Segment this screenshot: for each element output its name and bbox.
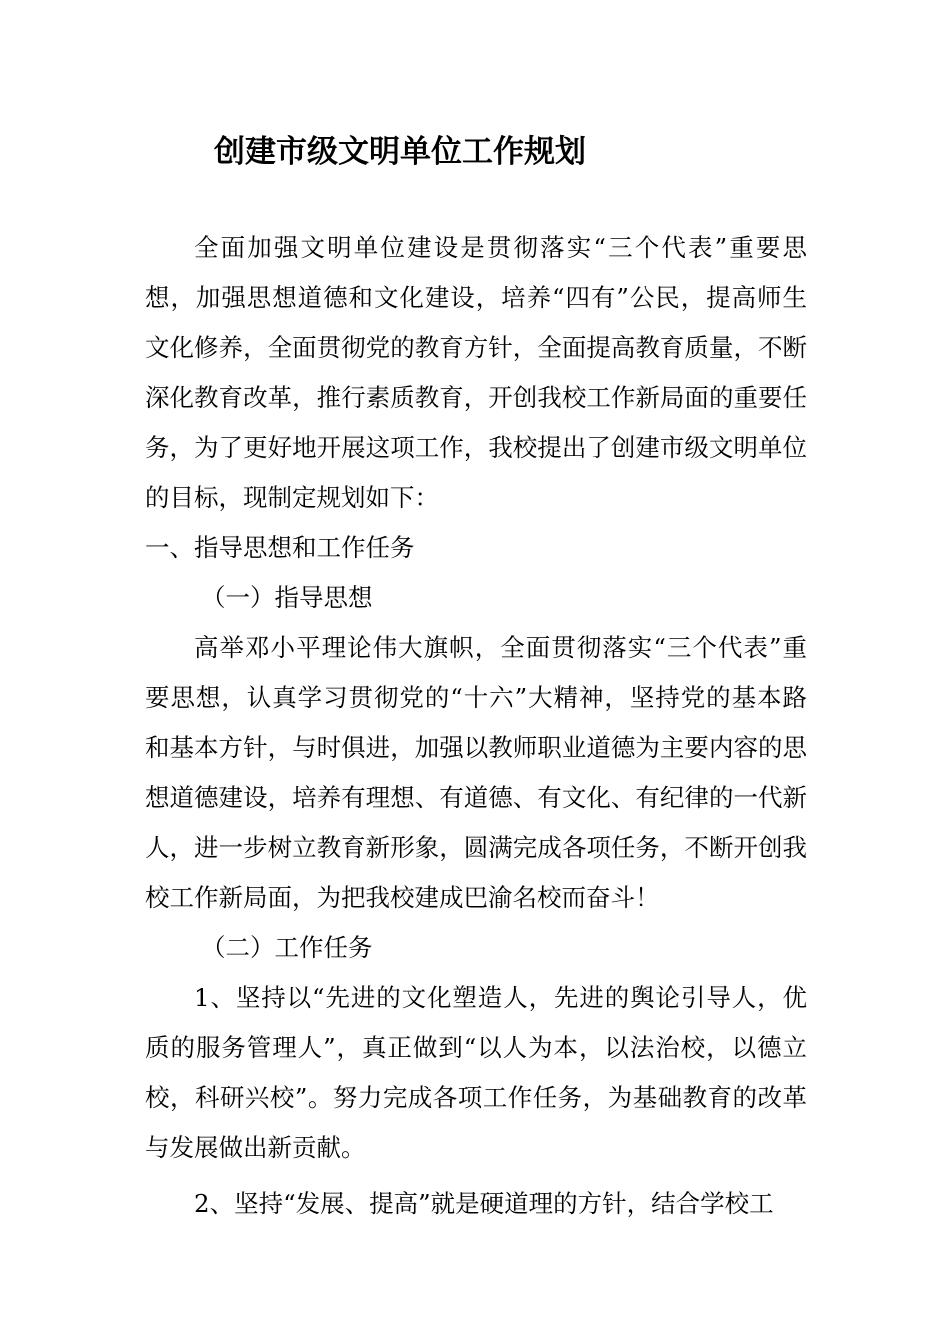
work-task-item-2: 2、坚持“发展、提高”就是硬道理的方针，结合学校工	[194, 1189, 774, 1218]
guiding-thought-paragraph: 高举邓小平理论伟大旗帜，全面贯彻落实“三个代表”重要思想，认真学习贯彻党的“十六”大精神，坚持党的基本路和基本方针，与时俱进，加强以教师职业道德为主要内容的思想道德建设，培养有理想、有道德、有文化、有纪律的一代新人，进一步树立教育新形象，圆满完成各项任务，不断开创我校工作新局面，为把我校建成巴渝名校而奋斗！	[145, 633, 807, 912]
document-title: 创建市级文明单位工作规划	[214, 134, 586, 170]
intro-paragraph: 全面加强文明单位建设是贯彻落实“三个代表”重要思想，加强思想道德和文化建设，培养“四有”公民，提高师生文化修养，全面贯彻党的教育方针，全面提高教育质量，不断深化教育改革，推行素质教育，开创我校工作新局面的重要任务，为了更好地开展这项工作，我校提出了创建市级文明单位的目标，现制定规划如下：	[145, 233, 807, 512]
subsection-heading-guiding-thought: （一）指导思想	[201, 583, 373, 612]
work-task-item-1: 1、坚持以“先进的文化塑造人，先进的舆论引导人，优质的服务管理人”，真正做到“以人为本，以法治校，以德立校，科研兴校”。努力完成各项工作任务，为基础教育的改革与发展做出新贡献。	[145, 983, 807, 1162]
document-body	[145, 223, 807, 1229]
section-heading-1: 一、指导思想和工作任务	[145, 533, 415, 562]
subsection-heading-work-tasks: （二）工作任务	[201, 933, 373, 962]
